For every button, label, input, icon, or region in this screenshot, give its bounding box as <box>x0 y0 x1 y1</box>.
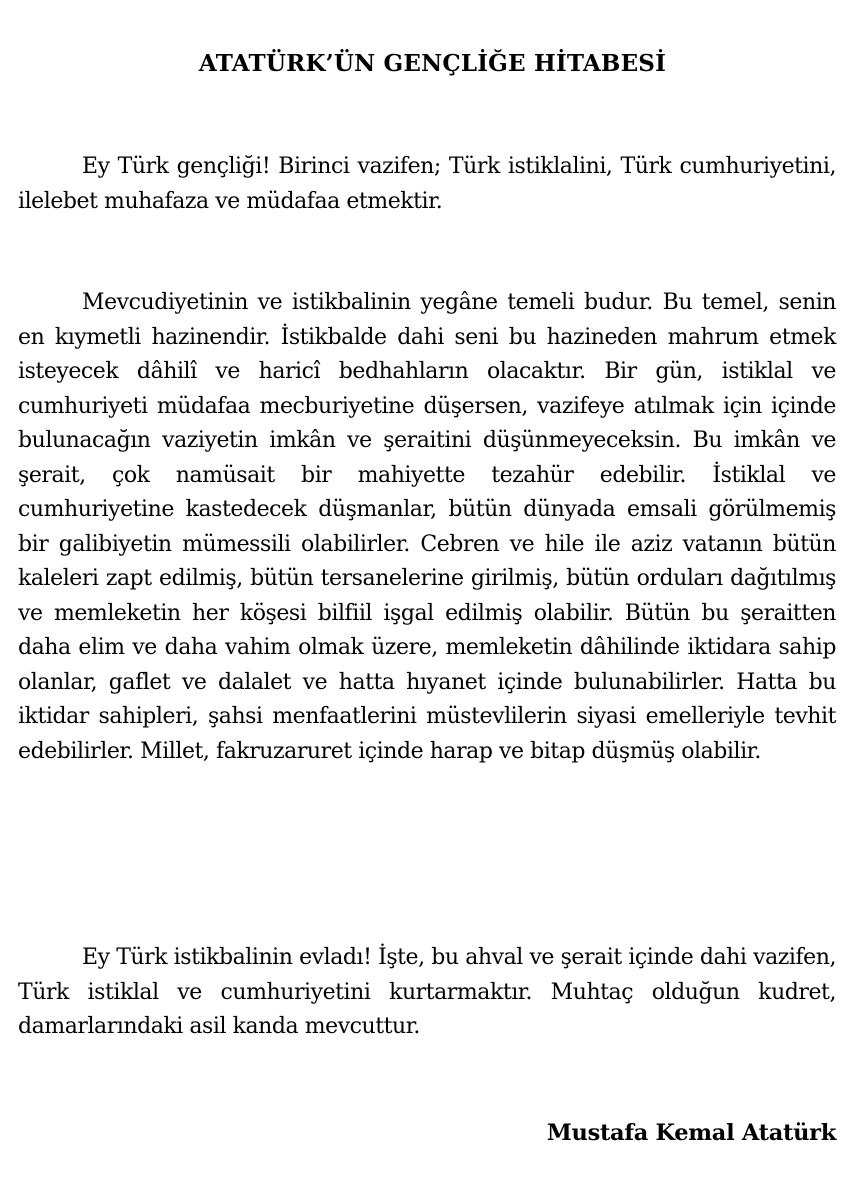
document-title: ATATÜRK’ÜN GENÇLİĞE HİTABESİ <box>198 50 667 77</box>
signature: Mustafa Kemal Atatürk <box>546 1120 836 1146</box>
paragraph-2: Mevcudiyetinin ve istikbalinin yegâne temeli budur. Bu temel, senin en kıymetli hazinendir. İstikbalde dahi seni bu hazineden mahrum etmek isteyecek dâhilî ve haricî bedhahların olacaktır. Bir gün, istiklal ve cumhuriyeti müdafaa mecburiyetine düşersen, vazifeye atılmak için içinde bulunacağın vaziyetin imkân ve şeraitini düşünmeyeceksin. Bu imkân ve şerait, çok namüsait bir mahiyette tezahür edebilir. İstiklal ve cumhuriyetine kastedecek düşmanlar, bütün dünyada emsali görülmemiş bir galibiyetin mümessili olabilirler. Cebren ve hile ile aziz vatanın bütün kaleleri zapt edilmiş, bütün tersanelerine girilmiş, bütün orduları dağıtılmış ve memleketin her köşesi bilfiil işgal edilmiş olabilir. Bütün bu şeraitten daha elim ve daha vahim olmak üzere, memleketin dâhilinde iktidara sahip olanlar, gaflet ve dalalet ve hatta hıyanet içinde bulunabilirler. Hatta bu iktidar sahipleri, şahsi menfaatlerini müstevlilerin siyasi emelleriyle tevhit edebilirler. Millet, fakruzaruret içinde harap ve bitap düşmüş olabilir. <box>18 290 836 764</box>
paragraph-3: Ey Türk istikbalinin evladı! İşte, bu ahval ve şerait içinde dahi vazifen, Türk istiklal ve cumhuriyetini kurtarmaktır. Muhtaç olduğun kudret, damarlarındaki asil kanda mevcuttur. <box>18 945 836 1039</box>
paragraph-1: Ey Türk gençliği! Birinci vazifen; Türk istiklalini, Türk cumhuriyetini, ilelebet muhafaza ve müdafaa etmektir. <box>18 154 836 214</box>
